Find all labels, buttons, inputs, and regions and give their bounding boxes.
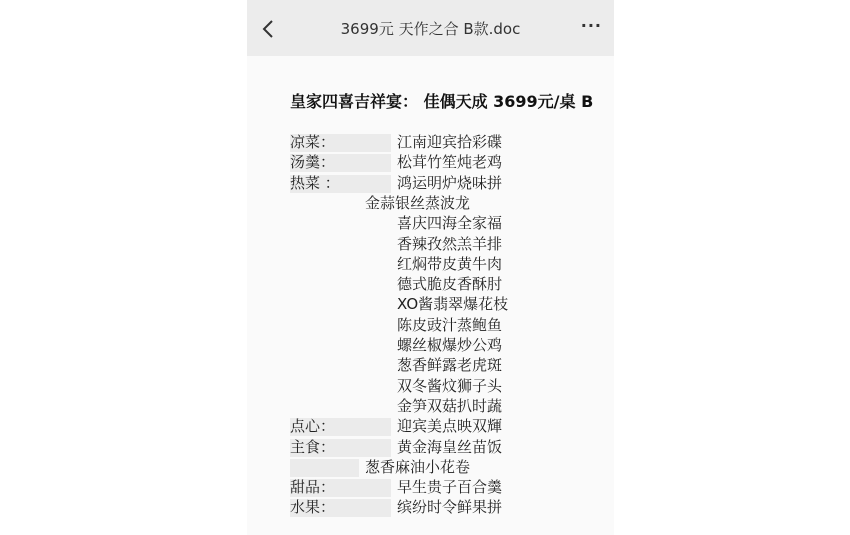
menu-row	[290, 193, 600, 214]
menu-category: 点心：	[290, 417, 336, 436]
menu-category: 甜品：	[290, 478, 336, 497]
menu-category: 主食：	[290, 437, 336, 456]
menu-dish: XO酱翡翠爆花枝	[397, 295, 509, 314]
menu-dish: 葱香鲜露老虎斑	[397, 356, 503, 375]
menu-row	[290, 294, 600, 315]
menu-category: 凉菜：	[290, 133, 336, 151]
menu-dish: 早生贵子百合羹	[397, 478, 503, 497]
menu-dish: 鸿运明炉烧味拼	[397, 173, 503, 192]
menu-row	[290, 173, 600, 194]
menu-dish: 金蒜银丝蒸波龙	[365, 193, 471, 212]
menu-row	[290, 355, 600, 376]
more-options-button[interactable]: ···	[580, 16, 602, 35]
menu-category: 水果：	[290, 498, 336, 517]
menu-row	[290, 437, 600, 458]
menu-category: 热菜 ：	[290, 173, 340, 192]
menu-dish: 香辣孜然羔羊排	[397, 234, 503, 253]
menu-row	[290, 376, 600, 397]
menu-row	[290, 497, 600, 518]
menu-dish: 黄金海皇丝苗饭	[397, 437, 503, 456]
menu-category: 汤羹：	[290, 153, 336, 172]
menu-dish: 金笋双菇扒时蔬	[397, 396, 503, 415]
menu-dish: 葱香麻油小花卷	[365, 457, 471, 476]
menu-row	[290, 457, 600, 478]
menu-row	[290, 416, 600, 437]
menu-row	[290, 234, 600, 255]
menu-dish: 德式脆皮香酥肘	[397, 275, 503, 294]
menu-dish: 江南迎宾拾彩碟	[397, 133, 503, 151]
menu-row	[290, 477, 600, 498]
menu-row	[290, 396, 600, 417]
menu-row	[290, 213, 600, 234]
menu-dish: 喜庆四海全家福	[397, 214, 503, 233]
document-title-bar: 3699元 天作之合 B款.doc	[340, 20, 521, 38]
menu-dish: 螺丝椒爆炒公鸡	[397, 336, 503, 354]
menu-row	[290, 254, 600, 275]
menu-row	[290, 335, 600, 356]
menu-title: 皇家四喜吉祥宴： 佳偶天成 3699元/桌 B	[290, 92, 594, 111]
nav-bar	[247, 0, 614, 56]
menu-dish: 迎宾美点映双輝	[397, 417, 503, 436]
chevron-left-icon[interactable]	[257, 17, 281, 41]
document-viewer[interactable]	[247, 56, 614, 535]
menu-row	[290, 315, 600, 336]
menu-dish: 缤纷时令鲜果拼	[397, 498, 503, 517]
phone-screen	[247, 0, 614, 535]
menu-dish: 双冬酱炆狮子头	[397, 376, 503, 395]
menu-dish: 陈皮豉汁蒸鲍鱼	[397, 315, 503, 334]
row-shading	[290, 459, 359, 477]
menu-dish: 松茸竹笙炖老鸡	[397, 153, 503, 172]
menu-row	[290, 132, 600, 153]
menu-row	[290, 152, 600, 173]
menu-row	[290, 274, 600, 295]
menu-dish: 红焖带皮黄牛肉	[397, 254, 503, 273]
